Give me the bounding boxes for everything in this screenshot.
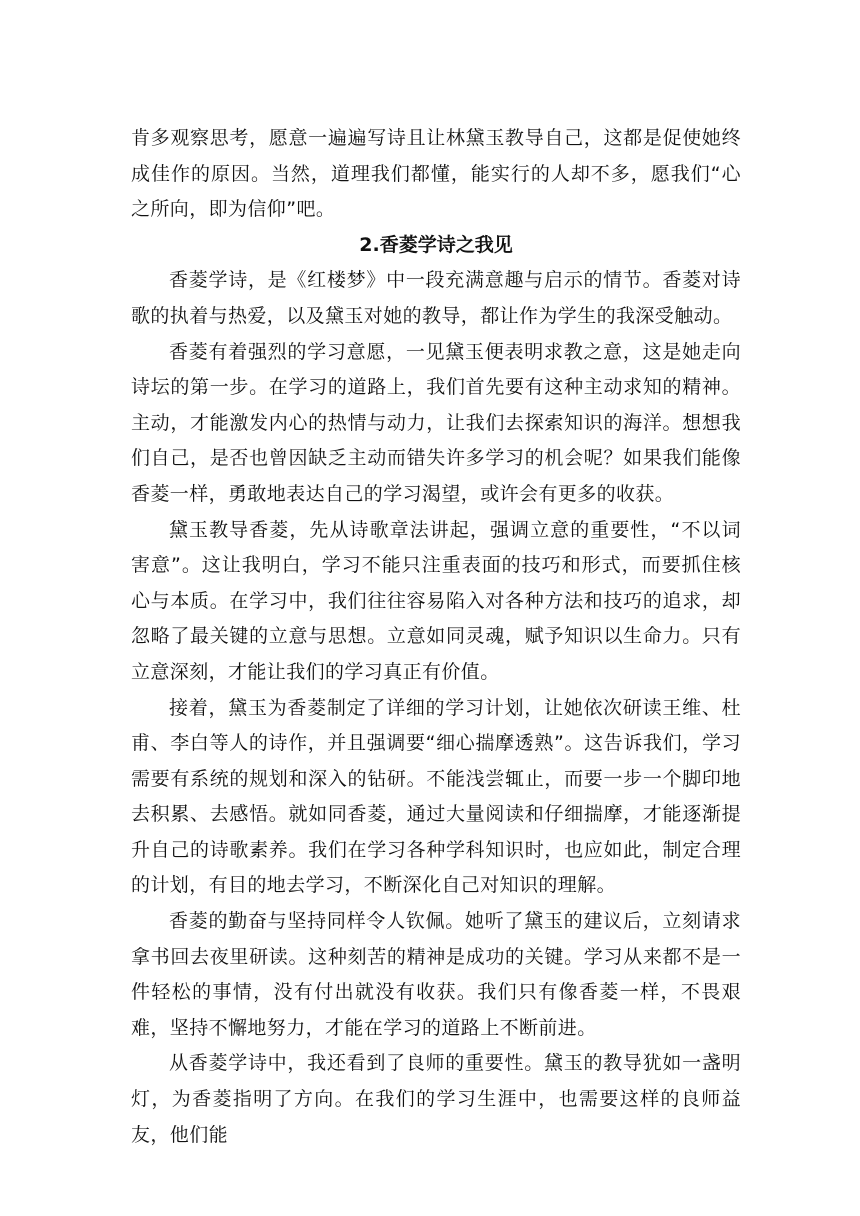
continuation-paragraph: 肯多观察思考，愿意一遍遍写诗且让林黛玉教导自己，这都是促使她终成佳作的原因。当然，道理我们都懂，能实行的人却不多，愿我们“心之所向，即为信仰”吧。	[131, 127, 741, 221]
body-paragraph-1: 香菱学诗，是《红楼梦》中一段充满意趣与启示的情节。香菱对诗歌的执着与热爱，以及黛玉对她的教导，都让作为学生的我深受触动。	[131, 269, 741, 327]
section-title: 2.香菱学诗之我见	[359, 233, 513, 256]
body-paragraph-2: 香菱有着强烈的学习意愿，一见黛玉便表明求教之意，这是她走向诗坛的第一步。在学习的道路上，我们首先要有这种主动求知的精神。主动，才能激发内心的热情与动力，让我们去探索知识的海洋。想想我们自己，是否也曾因缺乏主动而错失许多学习的机会呢？如果我们能像香菱一样，勇敢地表达自己的学习渴望，或许会有更多的收获。	[131, 340, 741, 505]
body-paragraph-6: 从香菱学诗中，我还看到了良师的重要性。黛玉的教导犹如一盏明灯，为香菱指明了方向。在我们的学习生涯中，也需要这样的良师益友，他们能	[131, 1052, 741, 1146]
body-paragraph-3: 黛玉教导香菱，先从诗歌章法讲起，强调立意的重要性，“不以词害意”。这让我明白，学习不能只注重表面的技巧和形式，而要抓住核心与本质。在学习中，我们往往容易陷入对各种方法和技巧的追求，却忽略了最关键的立意与思想。立意如同灵魂，赋予知识以生命力。只有立意深刻，才能让我们的学习真正有价值。	[131, 518, 741, 683]
body-paragraph-5: 香菱的勤奋与坚持同样令人钦佩。她听了黛玉的建议后，立刻请求拿书回去夜里研读。这种刻苦的精神是成功的关键。学习从来都不是一件轻松的事情，没有付出就没有收获。我们只有像香菱一样，不畏艰难，坚持不懈地努力，才能在学习的道路上不断前进。	[131, 910, 741, 1039]
body-paragraph-4: 接着，黛玉为香菱制定了详细的学习计划，让她依次研读王维、杜甫、李白等人的诗作，并且强调要“细心揣摩透熟”。这告诉我们，学习需要有系统的规划和深入的钻研。不能浅尝辄止，而要一步一个脚印地去积累、去感悟。就如同香菱，通过大量阅读和仔细揣摩，才能逐渐提升自己的诗歌素养。我们在学习各种学科知识时，也应如此，制定合理的计划，有目的地去学习，不断深化自己对知识的理解。	[131, 696, 741, 897]
document-page	[131, 121, 741, 1153]
